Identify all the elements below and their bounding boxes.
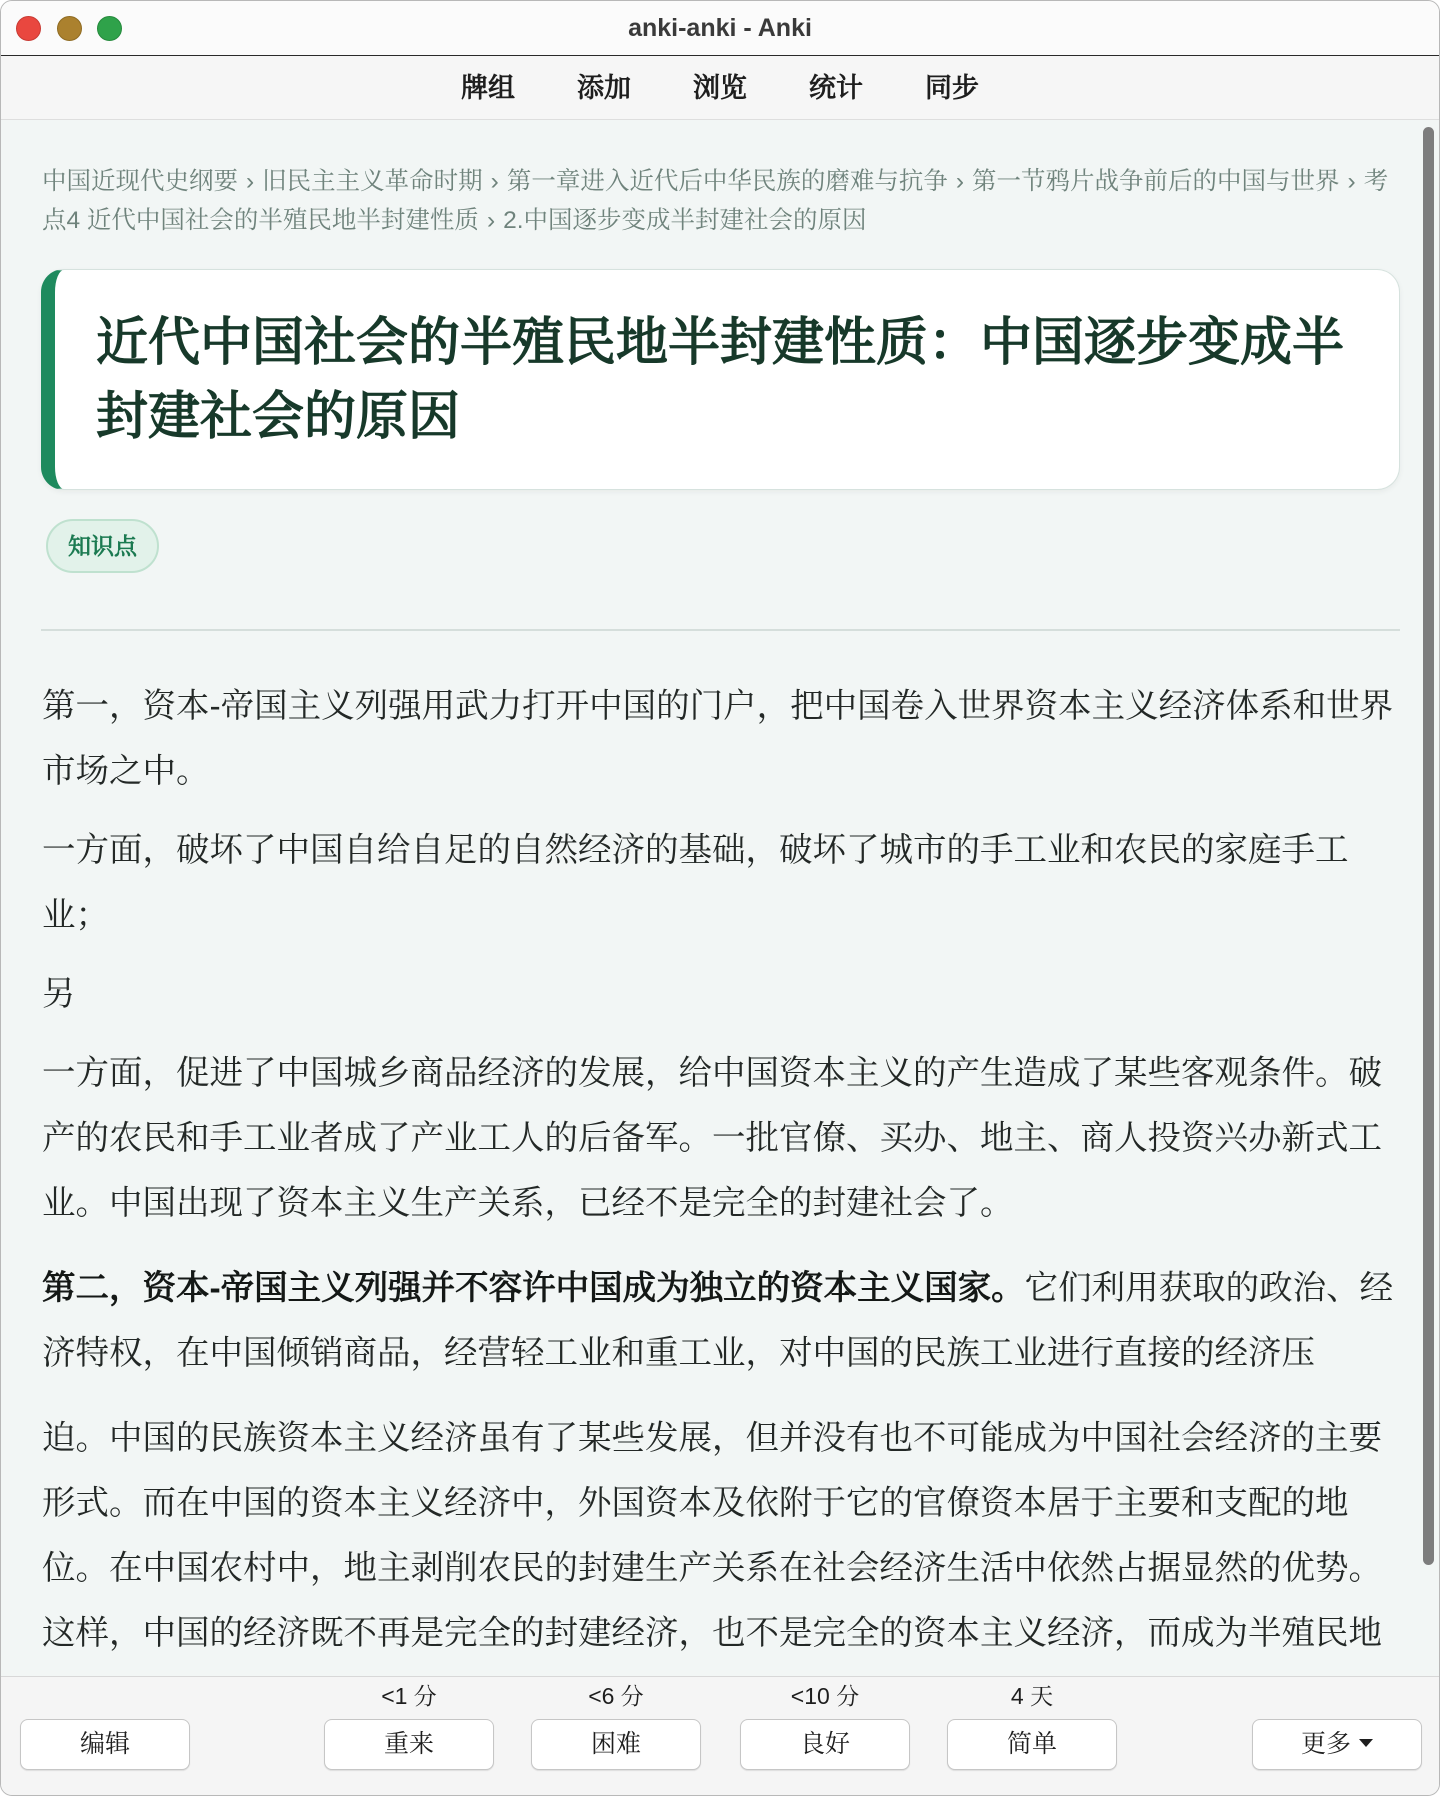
- caret-down-icon: [1359, 1739, 1373, 1747]
- paragraph: 一方面，促进了中国城乡商品经济的发展，给中国资本主义的产生造成了某些客观条件。破产的农民和手工业者成了产业工人的后备军。一批官僚、买办、地主、商人投资兴办新式工业。中国出现了资本主义生产关系，已经不是完全的封建社会了。: [42, 1055, 1382, 1222]
- breadcrumb: [42, 162, 1400, 240]
- breadcrumb-item: 第一章进入近代后中华民族的磨难与抗争: [506, 168, 948, 195]
- scrollbar-thumb[interactable]: [1423, 127, 1434, 1565]
- paragraph: 另: [42, 976, 76, 1013]
- good-interval: <10 分: [790, 1683, 860, 1709]
- breadcrumb-separator: ›: [955, 168, 965, 195]
- more-button[interactable]: [1252, 1719, 1422, 1770]
- card-title: 近代中国社会的半殖民地半封建性质：中国逐步变成半封建社会的原因: [96, 314, 1345, 446]
- breadcrumb-separator: ›: [486, 207, 496, 234]
- more-button-label: 更多: [1300, 1730, 1351, 1758]
- good-button[interactable]: 良好: [740, 1719, 910, 1770]
- paragraph: 迫。中国的民族资本主义经济虽有了某些发展，但并没有也不可能成为中国社会经济的主要形式。而在中国的资本主义经济中，外国资本及依附于它的官僚资本居于主要和支配的地位。在中国农村中，地主剥削农民的封建生产关系在社会经济生活中依然占据显然的优势。这样，中国的经济既不再是完全的封建经济，也不是完全的资本主义经济，而成为半殖民地: [42, 1420, 1382, 1652]
- divider: [41, 629, 1400, 631]
- breadcrumb-item: 旧民主主义革命时期: [262, 168, 483, 195]
- breadcrumb-item: 第一节鸦片战争前后的中国与世界: [972, 168, 1340, 195]
- again-interval: <1 分: [381, 1683, 437, 1709]
- toolbar-browse[interactable]: 浏览: [693, 72, 747, 103]
- breadcrumb-separator: ›: [246, 168, 255, 195]
- title-bar: [1, 1, 1439, 56]
- edit-button[interactable]: 编辑: [20, 1719, 190, 1770]
- toolbar-add[interactable]: 添加: [577, 72, 631, 103]
- paragraph: 一方面，破坏了中国自给自足的自然经济的基础，破坏了城市的手工业和农民的家庭手工业；: [42, 832, 1349, 934]
- hard-button[interactable]: 困难: [531, 1719, 701, 1770]
- toolbar-stats[interactable]: 统计: [809, 72, 863, 103]
- hard-interval: <6 分: [588, 1683, 644, 1709]
- card-review-area[interactable]: [1, 120, 1440, 1676]
- toolbar-sync[interactable]: 同步: [925, 72, 979, 103]
- breadcrumb-separator: ›: [1347, 168, 1356, 195]
- toolbar-decks[interactable]: 牌组: [461, 72, 515, 103]
- knowledge-point-tag: 知识点: [46, 519, 159, 573]
- paragraph-bold-lead: 第二，资本-帝国主义列强并不容许中国成为独立的资本主义国家。: [42, 1270, 1025, 1307]
- card-body: [42, 674, 1400, 1676]
- window-title: anki-anki - Anki: [628, 14, 812, 42]
- main-toolbar: [1, 56, 1439, 120]
- breadcrumb-item: 中国近现代史纲要: [42, 168, 238, 195]
- card-title-box: [41, 269, 1400, 490]
- breadcrumb-item: 2.中国逐步变成半封建社会的原因: [503, 207, 867, 234]
- breadcrumb-separator: ›: [490, 168, 499, 195]
- easy-interval: 4 天: [1010, 1683, 1054, 1709]
- paragraph: 第一，资本-帝国主义列强用武力打开中国的门户，把中国卷入世界资本主义经济体系和世界市场之中。: [42, 688, 1394, 790]
- easy-button[interactable]: 简单: [947, 1719, 1117, 1770]
- paragraph: [42, 1256, 1400, 1386]
- breadcrumb-item: 考点4 近代中国社会的半殖民地半封建性质: [42, 168, 1389, 234]
- paragraph-text: 它们利用获取的政治、经济特权，在中国倾销商品，经营轻工业和重工业，对中国的民族工业进行直接的经济压: [42, 1270, 1394, 1372]
- again-button[interactable]: 重来: [324, 1719, 494, 1770]
- answer-bar: [1, 1676, 1440, 1796]
